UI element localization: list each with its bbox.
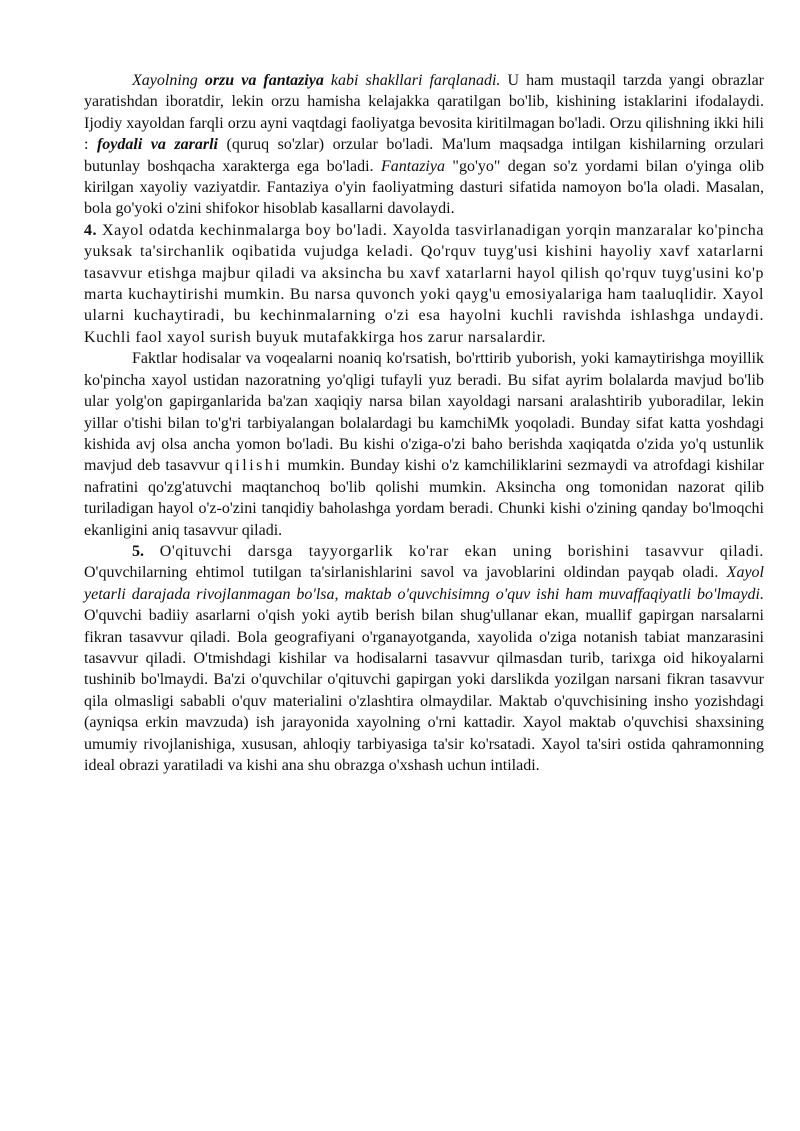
section-number: 5. bbox=[132, 542, 144, 560]
paragraph-faktlar bbox=[84, 348, 764, 541]
body-text: U ham mustaqil tarzda yangi obrazlar yaratishdan iboratdir, lekin orzu hamisha kelajakka qaratilgan bo'lib, kishining istaklarini ifodalaydi. Ijodiy xayoldan farqli orzu ayni vaqtdagi faoliyatga bevosita kiritilmagan bo'ladi. Orzu qilishning ikki hili : bbox=[84, 72, 765, 154]
body-text: O'qituvchi darsga tayyorgarlik ko'rar ekan uning borishini tasavvur qiladi. bbox=[144, 542, 764, 560]
term-fantaziya: Fantaziya bbox=[380, 157, 445, 175]
body-text: O'quvchilarning ehtimol tutilgan ta'sirlanishlarini savol va javoblarini oldindan payqab oladi. bbox=[84, 564, 727, 582]
section-number: 4. bbox=[84, 221, 98, 239]
spaced-word: qilishi bbox=[224, 457, 283, 475]
body-text: O'quvchi badiiy asarlarni o'qish yoki aytib berish bilan shug'ullanar ekan, muallif gapirgan narsalarni fikran tasavvur qiladi. Bola geografiyani o'rganayotganda, xayolida o'ziga notanish tabiat manzarasini tasavvur qiladi. O'tmishdagi kishilar va hodisalarni tasavvur qilmasdan turib, tarixga oid hikoyalarni tushinib bo'lmaydi. Ba'zi o'quvchilar o'qituvchi gapirgan yoki darslikda yozilgan narsani fikran tasavvur qila olmasligi sababli o'quv materialini o'zlashtira olmaydilar. Maktab o'quvchisining insho yozishdagi (ayniqsa erkin mavzuda) ish jarayonida xayolning o'rni kattadir. Xayol maktab o'quvchisi shaxsining umumiy rivojlanishiga, xususan, ahloqiy tarbiyasiga ta'sir ko'rsatadi. Xayol ta'siri ostida qahramonning ideal obrazi yaratiladi va kishi ana shu obrazga o'xshash uchun intiladi. bbox=[84, 607, 764, 774]
body-text: Xayol odatda kechinmalarga boy bo'ladi. Xayolda tasvirlanadigan yorqin manzaralar ko'pincha yuksak ta'sirchanlik oqibatida vujudga keladi. Qo'rquv tuyg'usi kishini hayoliy xavf xatarlarni tasavvur etishga majbur qiladi va aksincha bu xavf xatarlarni hayol qilish qo'rquv tuyg'usini ko'p marta kuchaytirishi mumkin. Bu narsa quvonch yoki qayg'u emosiyalariga ham taaluqlidir. Xayol ularni kuchaytiradi, bu kechinmalarning o'zi esa hayolni kuchli ravishda ishlashga undaydi. Kuchli faol xayol surish buyuk mutafakkirga hos zarur narsalardir. bbox=[84, 221, 764, 346]
paragraph-orzu-fantaziya bbox=[84, 70, 764, 220]
body-text: (quruq so'zlar) orzular bo'ladi. Ma'lum maqsadga intilgan kishilarning orzulari butunlay boshqacha xarakterga ega bo'ladi. bbox=[84, 136, 764, 175]
paragraph-5 bbox=[84, 541, 764, 776]
paragraph-4 bbox=[84, 220, 764, 348]
emphasis-sentence: Xayol yetarli darajada rivojlanmagan bo'lsa, maktab o'quvchisimng o'quv ishi ham muvaffaqiyatli bo'lmaydi. bbox=[84, 564, 764, 603]
intro-text: Xayolning bbox=[132, 72, 205, 89]
intro-text-end: kabi shakllari farqlanadi. bbox=[323, 72, 501, 89]
document-page bbox=[84, 70, 764, 776]
term-foydali-zararli: foydali va zararli bbox=[96, 136, 218, 154]
body-text: mumkin. Bunday kishi o'z kamchiliklarini sezmaydi va atrofdagi kishilar nafratini qo'zg'atuvchi maqtanchoq bo'lib qolishi mumkin. Aksincha ong tomonidan nazorat qilib turiladigan hayol o'z-o'zini tanqidiy baholashga yordam beradi. Chunki kishi o'zining qanday bo'lmoqchi ekanligini aniq tasavvur qiladi. bbox=[84, 457, 765, 539]
body-text: "go'yo" degan so'z yordami bilan o'yinga olib kirilgan xayoliy vaziyatdir. Fantaziya o'yin faoliyatming dasturi sifatida namoyon bo'la oladi. Masalan, bola go'yoki o'zini shifokor hisoblab kasallarni davolaydi. bbox=[84, 157, 764, 218]
term-orzu-fantaziya: orzu va fantaziya bbox=[204, 72, 324, 89]
body-text: Faktlar hodisalar va voqealarni noaniq ko'rsatish, bo'rttirib yuborish, yoki kamaytirishga moyillik ko'pincha xayol ustidan nazoratning yo'qligi tufayli yuz beradi. Bu sifat ayrim bolalarda mavjud bo'lib ular yolg'on gapirganlarida ba'zan xaqiqiy narsa bilan xayoldagi narsani aralashtirib yuboradilar, lekin yillar o'tishi bilan to'g'ri tarbiyalangan bolalardagi bu kamchiMk yoqoladi. Bunday sifat katta yoshdagi kishida avj olsa ancha yomon bo'ladi. Bu kishi o'ziga-o'zi baho berishda xaqiqatda o'zida yo'q ustunlik mavjud deb tasavvur bbox=[84, 350, 764, 475]
